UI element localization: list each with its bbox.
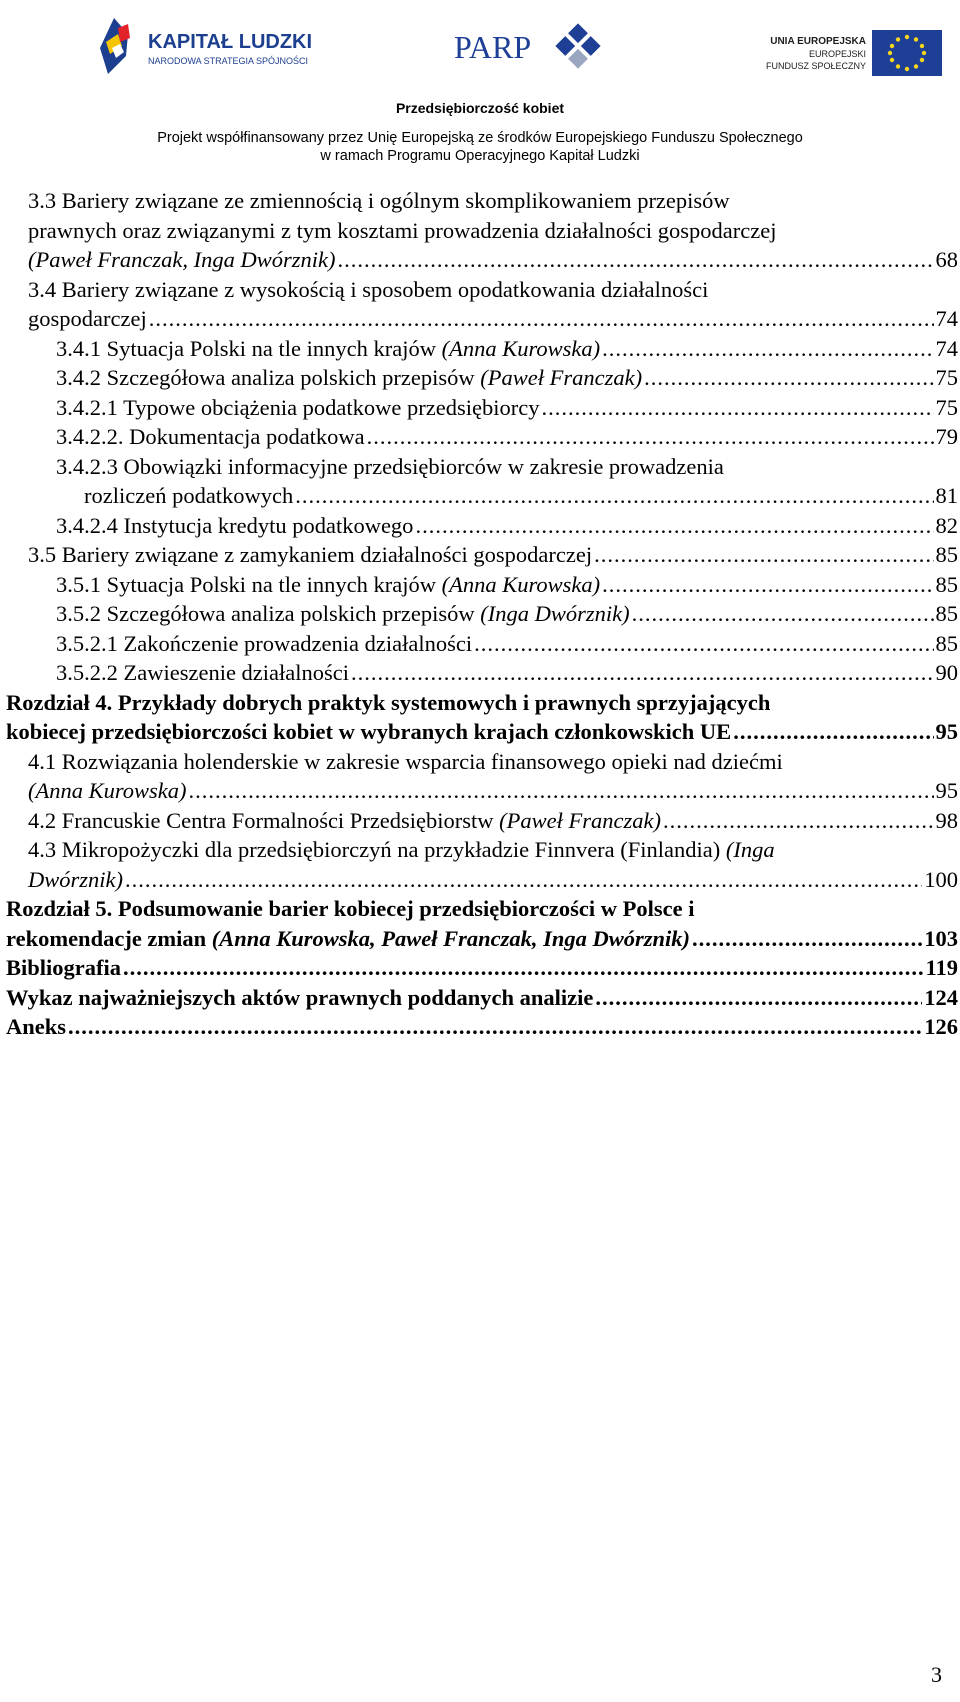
toc-entry-label: 3.4.2 Szczegółowa analiza polskich przepisów (56, 365, 481, 390)
dot-leader (68, 1012, 922, 1042)
toc-entry-author: (Paweł Franczak) (499, 807, 662, 833)
header-cofinance-line: Projekt współfinansowany przez Unię Europejską ze środków Europejskiego Funduszu Społecznego (157, 130, 803, 146)
svg-text:KAPITAŁ LUDZKI: KAPITAŁ LUDZKI (148, 31, 313, 53)
toc-entry-bibliography[interactable] (6, 953, 958, 983)
toc-entry-annex[interactable] (6, 1012, 958, 1042)
toc-entry-chapter-4[interactable] (6, 688, 958, 747)
dot-leader (415, 511, 933, 541)
toc-entry-author: (Anna Kurowska) (441, 335, 601, 361)
toc-entry-legal-acts[interactable] (6, 983, 958, 1013)
svg-text:PARP: PARP (454, 29, 532, 65)
toc-page-number: 85 (935, 630, 958, 656)
toc-entry-4-1[interactable] (6, 747, 958, 806)
page-header (0, 0, 960, 170)
toc-entry-3-4-2[interactable] (6, 363, 958, 393)
toc-entry-label: 3.5.2.1 Zakończenie prowadzenia działalności (56, 630, 473, 656)
toc-entry-label: Wykaz najważniejszych aktów prawnych poddanych analizie (6, 984, 594, 1010)
kapital-ludzki-logo (96, 14, 336, 78)
toc-page-number: 75 (935, 365, 958, 390)
toc-entry-author: Dwórznik) (28, 866, 123, 892)
toc-entry-label: 3.5.2 Szczegółowa analiza polskich przepisów (56, 601, 481, 626)
toc-entry-label: 3.5.2.2 Zawieszenie działalności (56, 660, 350, 685)
toc-entry-author: (Anna Kurowska, Paweł Franczak, Inga Dwórznik) (211, 925, 691, 951)
toc-entry-4-3[interactable] (6, 835, 958, 894)
toc-entry-author: (Anna Kurowska) (28, 778, 187, 803)
svg-text:NARODOWA STRATEGIA SPÓJNOŚCI: NARODOWA STRATEGIA SPÓJNOŚCI (148, 56, 309, 66)
toc-page-number: 79 (935, 424, 958, 449)
toc-page-number: 68 (935, 247, 958, 272)
table-of-contents (6, 186, 958, 1042)
toc-entry-line: 4.1 Rozwiązania holenderskie w zakresie wsparcia finansowego opieki nad dziećmi (28, 748, 783, 774)
dot-leader (594, 540, 933, 570)
toc-entry-line: 3.4 Bariery związane z wysokością i sposobem opodatkowania działalności (28, 276, 709, 302)
dot-leader (595, 983, 922, 1013)
toc-entry-label: 3.4.2.2. Dokumentacja podatkowa (56, 424, 365, 449)
toc-entry-label: Bibliografia (6, 955, 122, 980)
dot-leader (541, 393, 933, 423)
toc-entry-line: Rozdział 4. Przykłady dobrych praktyk systemowych i prawnych sprzyjających (6, 689, 771, 715)
svg-text:FUNDUSZ SPOŁECZNY: FUNDUSZ SPOŁECZNY (765, 61, 866, 71)
toc-entry-author: (Paweł Franczak) (480, 365, 643, 390)
dot-leader (474, 629, 933, 659)
toc-entry-3-5-2-2[interactable] (6, 658, 958, 688)
toc-entry-3-4-2-2[interactable] (6, 422, 958, 452)
dot-leader (602, 334, 933, 364)
toc-page-number: 95 (935, 719, 958, 744)
toc-page-number: 100 (924, 866, 958, 892)
toc-entry-label: 3.4.2.1 Typowe obciążenia podatkowe przedsiębiorcy (56, 394, 540, 420)
toc-entry-3-4-2-1[interactable] (6, 393, 958, 423)
dot-leader (351, 658, 933, 688)
toc-entry-label: rozliczeń podatkowych (84, 483, 294, 508)
toc-page-number: 85 (935, 601, 958, 626)
dot-leader (337, 245, 933, 275)
toc-page-number: 82 (935, 512, 958, 538)
toc-entry-label: 4.2 Francuskie Centra Formalności Przedsiębiorstw (28, 807, 500, 833)
toc-page-number: 81 (935, 483, 958, 508)
toc-entry-label: Aneks (6, 1014, 67, 1039)
header-title: Przedsiębiorczość kobiet (395, 100, 565, 116)
toc-entry-3-5-2[interactable] (6, 599, 958, 629)
toc-entry-line: 4.3 Mikropożyczki dla przedsiębiorczyń na przykładzie Finnvera (Finlandia) (28, 837, 726, 862)
toc-entry-chapter-5[interactable] (6, 894, 958, 953)
svg-text:UNIA EUROPEJSKA: UNIA EUROPEJSKA (770, 36, 866, 47)
toc-entry-3-4[interactable] (6, 275, 958, 334)
toc-entry-author: (Inga (725, 837, 775, 862)
toc-entry-3-4-1[interactable] (6, 334, 958, 364)
toc-entry-label: rekomendacje zmian (6, 925, 212, 951)
toc-page-number: 85 (935, 571, 958, 597)
toc-page-number: 103 (924, 925, 958, 951)
toc-entry-label: kobiecej przedsiębiorczości kobiet w wybranych krajach członkowskich UE (6, 719, 732, 744)
toc-page-number: 85 (935, 542, 958, 567)
toc-entry-label: gospodarczej (28, 306, 147, 331)
dot-leader (367, 422, 934, 452)
toc-entry-3-5-1[interactable] (6, 570, 958, 600)
dot-leader (295, 481, 933, 511)
toc-entry-author: (Inga Dwórznik) (480, 601, 630, 626)
toc-page-number: 98 (935, 807, 958, 833)
page-number: 3 (931, 1662, 942, 1687)
toc-entry-author: (Anna Kurowska) (441, 571, 601, 597)
toc-page-number: 119 (925, 955, 958, 980)
toc-page-number: 90 (935, 660, 958, 685)
toc-entry-3-5-2-1[interactable] (6, 629, 958, 659)
svg-text:EUROPEJSKI: EUROPEJSKI (808, 49, 866, 59)
toc-entry-3-4-2-4[interactable] (6, 511, 958, 541)
toc-entry-label: 3.4.2.4 Instytucja kredytu podatkowego (56, 512, 414, 538)
dot-leader (663, 806, 933, 836)
toc-page-number: 74 (935, 335, 958, 361)
toc-entry-3-4-2-3[interactable] (6, 452, 958, 511)
dot-leader (733, 717, 933, 747)
toc-entry-4-2[interactable] (6, 806, 958, 836)
toc-page-number: 126 (924, 1014, 958, 1039)
toc-entry-author: (Paweł Franczak, Inga Dwórznik) (28, 247, 336, 272)
toc-entry-3-3[interactable] (6, 186, 958, 275)
dot-leader (632, 599, 934, 629)
header-program-line: w ramach Programu Operacyjnego Kapitał Ludzki (320, 148, 640, 164)
toc-entry-label: 3.5 Bariery związane z zamykaniem działalności gospodarczej (28, 542, 593, 567)
dot-leader (692, 924, 922, 954)
toc-page-number: 75 (935, 394, 958, 420)
dot-leader (602, 570, 933, 600)
dot-leader (125, 865, 922, 895)
eu-fund-logo (760, 26, 950, 84)
toc-entry-line: 3.3 Bariery związane ze zmiennością i ogólnym skomplikowaniem przepisów (28, 188, 730, 213)
toc-page-number: 124 (924, 984, 958, 1010)
parp-logo (452, 22, 602, 82)
dot-leader (123, 953, 923, 983)
toc-page-number: 74 (935, 306, 958, 331)
toc-entry-line: 3.4.2.3 Obowiązki informacyjne przedsiębiorców w zakresie prowadzenia (56, 453, 724, 479)
dot-leader (189, 776, 934, 806)
toc-page-number: 95 (935, 778, 958, 803)
toc-entry-3-5[interactable] (6, 540, 958, 570)
dot-leader (644, 363, 933, 393)
dot-leader (149, 304, 934, 334)
toc-entry-label: 3.5.1 Sytuacja Polski na tle innych krajów (56, 571, 442, 597)
toc-entry-label: 3.4.1 Sytuacja Polski na tle innych krajów (56, 335, 442, 361)
toc-entry-line: Rozdział 5. Podsumowanie barier kobiecej przedsiębiorczości w Polsce i (6, 896, 695, 921)
toc-entry-line: prawnych oraz związanymi z tym kosztami prowadzenia działalności gospodarczej (28, 217, 777, 243)
